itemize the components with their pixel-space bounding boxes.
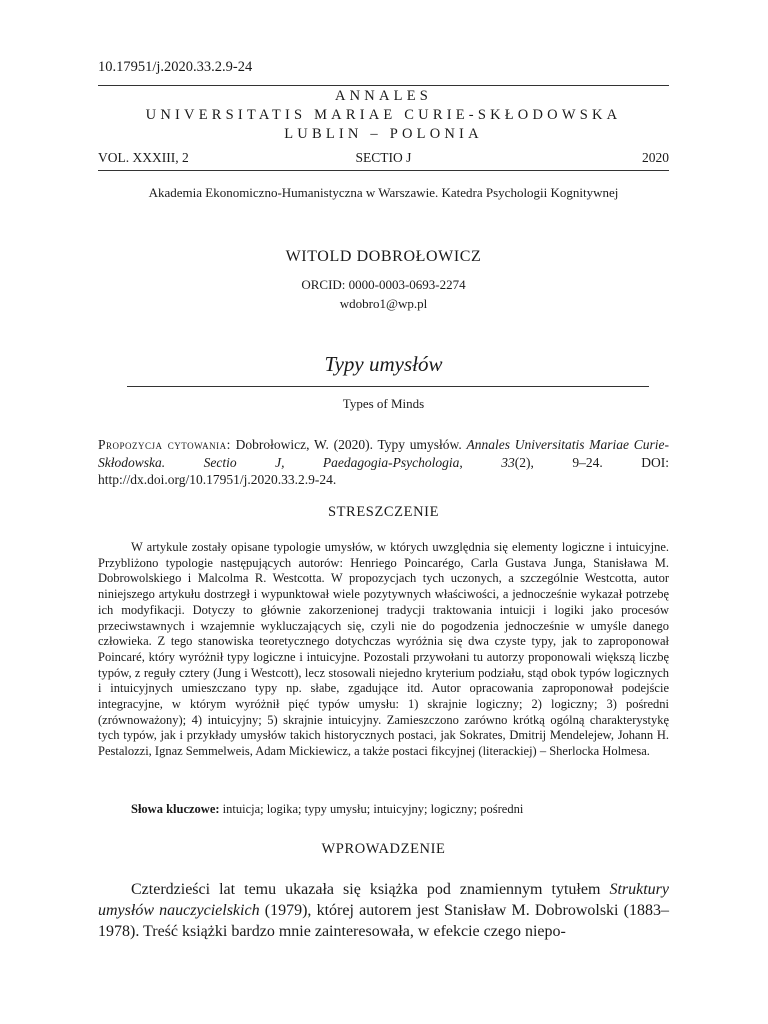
keywords [131, 802, 669, 817]
volume-label: VOL. XXXIII, 2 [98, 150, 189, 165]
affiliation: Akademia Ekonomiczno-Humanistyczna w Warszawie. Katedra Psychologii Kognitywnej [148, 185, 619, 200]
intro-text: Czterdzieści lat temu ukazała się książka pod znamiennym tytułem Struktury umysłów nauczycielskich (1979), której autorem jest Stanisław M. Dobrowolski (1883–1978). Treść książki bardzo mnie zainteresowała, w efekcie czego niepo- [98, 881, 669, 940]
citation: Propozycja cytowania: Dobrołowicz, W. (2020). Typy umysłów. Annales Universitatis Mariae Curie-Skłodowska. Sectio J, Paedagogia-Psychologia, 33(2), 9–24. DOI: http://dx.doi.org/10.17951/j.2020.33.2.9-24. [98, 437, 670, 487]
journal-name-line2: UNIVERSITATIS MARIAE CURIE-SKŁODOWSKA [145, 107, 622, 123]
article-subtitle: Types of Minds [342, 396, 425, 411]
author-email: wdobro1@wp.pl [339, 296, 428, 311]
author-name: WITOLD DOBROŁOWICZ [285, 248, 482, 265]
article-title: Typy umysłów [324, 352, 443, 376]
doi-top: 10.17951/j.2020.33.2.9-24 [98, 59, 253, 75]
abstract-text: W artykule zostały opisane typologie umysłów, w których uwzględnia się elementy logiczne i intuicyjne. Przybliżono typologie następujących autorów: Henriego Poincarégo, Carla Gustava Junga, Stanisława M. Dobrowolskiego i Malcolma R. Westcotta. W propozycjach tych uczonych, a szczególnie Westcotta, autor niniejszego artykułu dostrzegł i wypunktował wiele pozytywnych właściwości, a jednocześnie wykazał potrzebę ich modyfikacji. Dotyczy to głównie zakorzenionej tradycji traktowania intuicji i logiki jako procesów przeciwstawnych i wzajemnie wykluczających się, czyli nie do pogodzenia jednocześnie w umyśle danego człowieka. Z tego stanowiska teoretycznego dotychczas wyróżnia się dwa czyste typy, jak to zaproponował Poincaré, który wyróżnił typy logiczne i intuicyjne. Pozostali przywołani tu autorzy proponowali większą liczbę typów, z reguły cztery (Jung i Westcott), lecz stosowali niejedno kryterium podziału, stąd obok typów logicznych i intuicyjnych umieszczano typy np. słabe, zgadujące itd. Autor opracowania zaproponował podejście integracyjne, w którym wyróżnił pięć typów umysłu: 1) skrajnie logiczny; 2) logiczny; 3) pośredni (zrównoważony); 4) intuicyjny; 5) skrajnie intuicyjny. Zamieszczono zarówno krótką ogólną charakterystykę tych typów, jak i przykłady umysłów takich historycznych postaci, jak Sokrates, Dmitrij Mendelejew, Johann H. Pestalozzi, Ignaz Semmelweis, Adam Mickiewicz, a także postaci fikcyjnej (literackiej) – Sherlocka Holmesa. [98, 540, 669, 759]
journal-name-line3: LUBLIN – POLONIA [284, 126, 483, 142]
title-rule [127, 386, 649, 387]
header-rule-top [98, 85, 669, 86]
citation-label: Propozycja cytowania: [98, 437, 231, 452]
abstract-heading: STRESZCZENIE [327, 504, 440, 520]
keywords-label: Słowa kluczowe: [131, 802, 220, 816]
intro-heading: WPROWADZENIE [321, 841, 446, 857]
keywords-text: intuicja; logika; typy umysłu; intuicyjny; logiczny; pośredni [219, 802, 524, 816]
header-rule-bottom [98, 170, 669, 171]
section-label: SECTIO J [355, 150, 412, 165]
journal-name-line1: ANNALES [334, 88, 433, 104]
author-orcid: ORCID: 0000-0003-0693-2274 [301, 277, 466, 292]
year-label: 2020 [642, 150, 669, 165]
